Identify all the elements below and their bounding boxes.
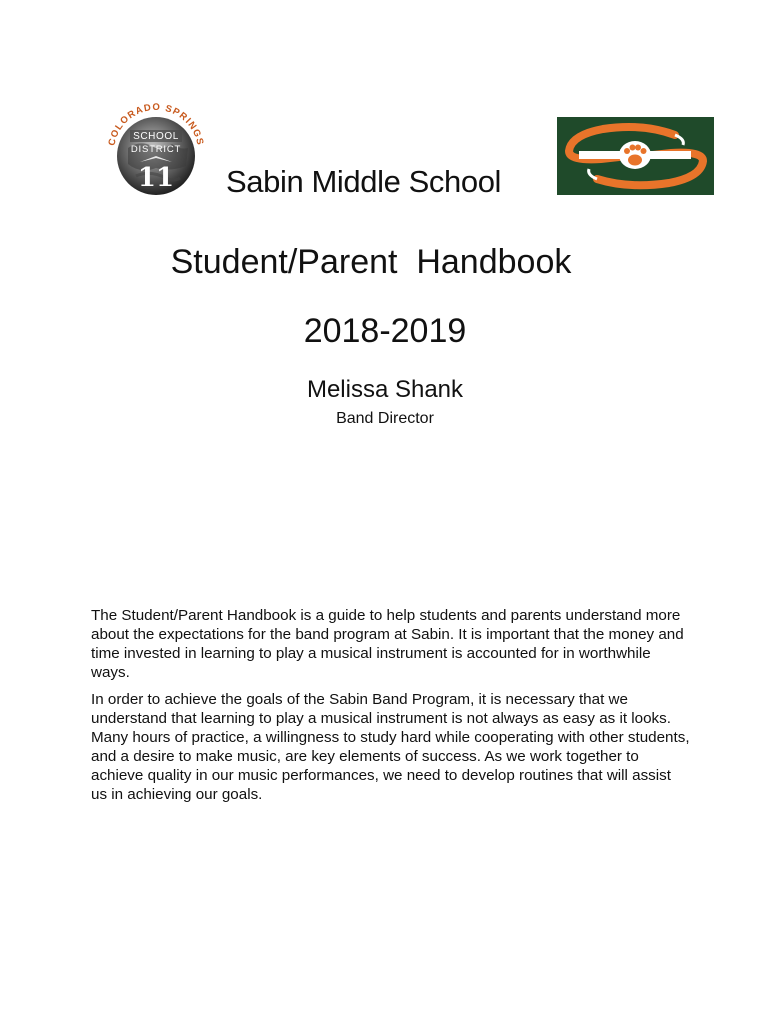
district-number-text: 11 (137, 163, 175, 193)
intro-paragraph: The Student/Parent Handbook is a guide to help students and parents understand more about the expectations for the band program at Sabin. It is important that the money and time invested in learning to play a musical instrument is accounted for in worthwhile ways. (91, 607, 684, 681)
handbook-title: Student/Parent Handbook (170, 243, 572, 281)
director-name: Melissa Shank (306, 376, 464, 403)
body-text (91, 606, 691, 812)
school-district-seal-icon (100, 90, 210, 200)
district-line1-text: SCHOOL (133, 131, 179, 142)
sabin-paw-logo-icon (557, 117, 714, 195)
goals-paragraph: In order to achieve the goals of the Sabin Band Program, it is necessary that we understand that learning to play a musical instrument is not always as easy as it looks. Many hours of practice, a willingness to study hard while cooperating with other students, and a desire to make music, are key elements of success. As we work together to achieve quality in our music performances, we need to develop routines that will assist us in achieving our goals. (91, 691, 690, 803)
district-line2-text: DISTRICT (130, 144, 182, 155)
school-name: Sabin Middle School (226, 164, 502, 199)
district-arc-text: COLORADO SPRINGS (106, 101, 206, 147)
school-year: 2018-2019 (303, 312, 467, 350)
director-title: Band Director (336, 410, 434, 427)
